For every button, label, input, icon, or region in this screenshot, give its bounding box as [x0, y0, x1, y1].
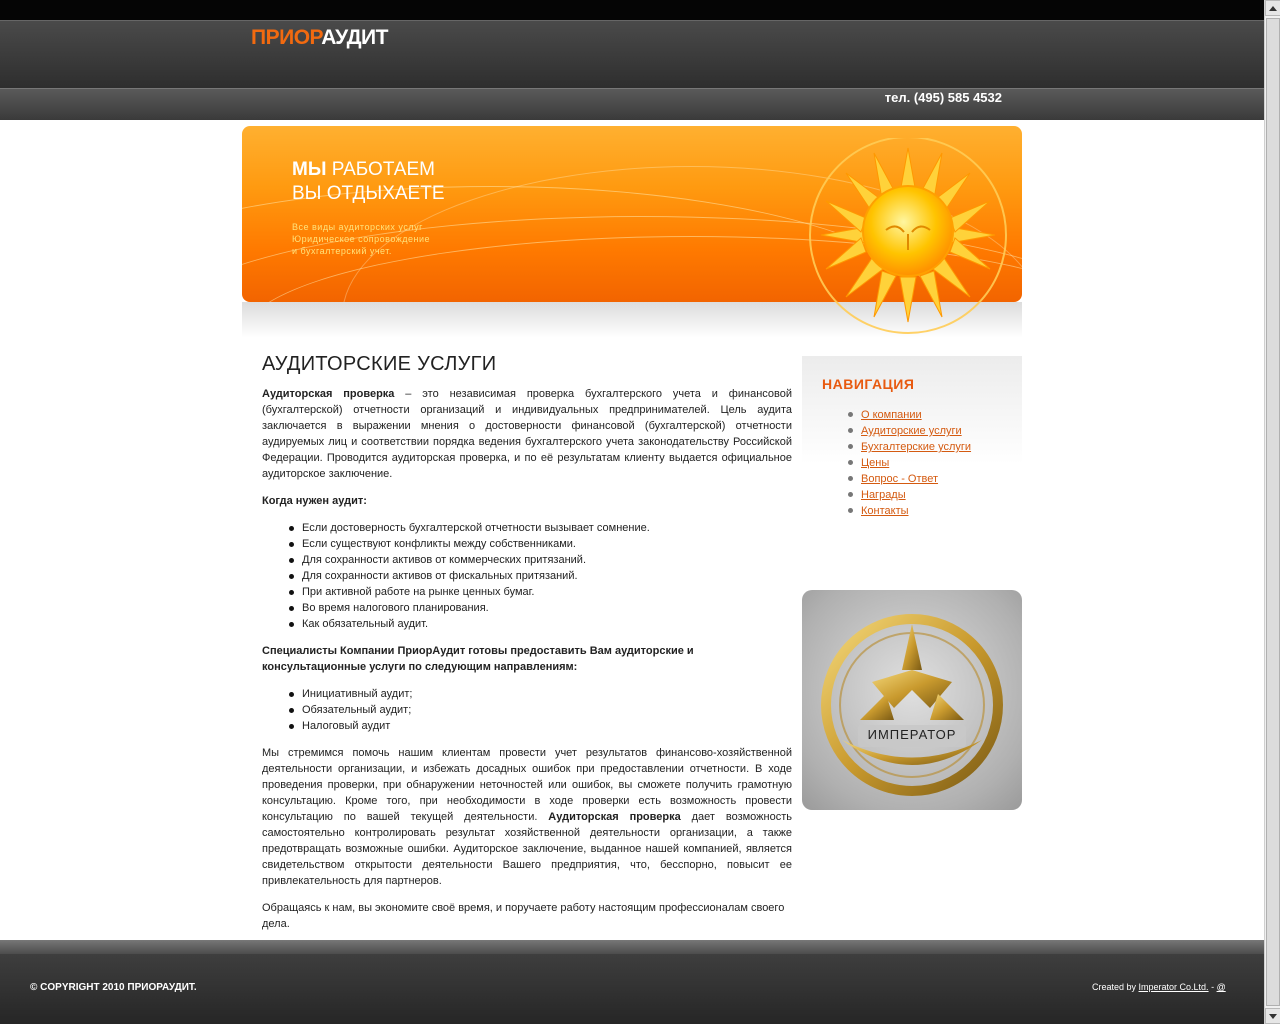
- when-list: [287, 520, 792, 632]
- imperator-emblem-icon: [802, 590, 1022, 810]
- nav-item-faq: [848, 471, 971, 487]
- imperator-banner[interactable]: [802, 590, 1022, 810]
- list-item: Налоговый аудит: [287, 718, 792, 734]
- header-bar: [0, 20, 1264, 88]
- email-link[interactable]: @: [1216, 982, 1226, 992]
- nav-link-audit[interactable]: Аудиторские услуги: [861, 425, 962, 437]
- page-title: АУДИТОРСКИЕ УСЛУГИ: [262, 353, 497, 375]
- when-heading: Когда нужен аудит:: [262, 495, 367, 507]
- list-item: Во время налогового планирования.: [287, 600, 792, 616]
- nav-item-audit: [848, 423, 971, 439]
- list-item: Для сохранности активов от фискальных притязаний.: [287, 568, 792, 584]
- scroll-down-arrow-icon[interactable]: [1265, 1008, 1280, 1024]
- specialists-heading: Специалисты Компании ПриорАудит готовы предоставить Вам аудиторские и консультационные услуги по следующим направлениям:: [262, 645, 694, 673]
- nav-link-awards[interactable]: Награды: [861, 489, 906, 501]
- list-item: Обязательный аудит;: [287, 702, 792, 718]
- directions-list: [287, 686, 792, 734]
- list-item: Инициативный аудит;: [287, 686, 792, 702]
- body-paragraph: Мы стремимся помочь нашим клиентам провести учет результатов финансово-хозяйственной деятельности организации, и избежать досадных ошибок при предоставлении отчетности. В ходе проведения проверки, при обнаружении неточностей или ошибок, вы сможете получить грамотную консультацию. Кроме того, при необходимости в ходе проверки есть возможность провести консультацию по вашей текущей деятельности. Аудиторская проверка дает возможность самостоятельно контролировать результат хозяйственной деятельности организации, а также предотвращать возможные ошибки. Аудиторское заключение, выданное нашей компанией, является свидетельством открытости деятельности Вашего предприятия, что, бесспорно, повысит ее привлекательность для партнеров.: [262, 747, 792, 887]
- main-content: [262, 352, 792, 943]
- site-logo[interactable]: [251, 26, 388, 50]
- nav-link-accounting[interactable]: Бухгалтерские услуги: [861, 441, 972, 453]
- footer-divider: [0, 940, 1264, 954]
- created-by: Created by Imperator Co.Ltd. - @: [1092, 982, 1226, 992]
- scroll-up-arrow-icon[interactable]: [1265, 0, 1280, 16]
- banner-title: МЫ РАБОТАЕМ ВЫ ОТДЫХАЕТЕ: [292, 159, 445, 204]
- scrollbar-thumb[interactable]: [1266, 18, 1280, 1006]
- vertical-scrollbar[interactable]: [1264, 0, 1280, 1024]
- nav-link-prices[interactable]: Цены: [861, 457, 890, 469]
- sun-icon: [808, 138, 1008, 338]
- list-item: Для сохранности активов от коммерческих притязаний.: [287, 552, 792, 568]
- imperator-link[interactable]: Imperator Co.Ltd.: [1138, 982, 1209, 992]
- nav-item-awards: [848, 487, 971, 503]
- logo-part-audit: АУДИТ: [321, 26, 388, 49]
- phone-number: тел. (495) 585 4532: [884, 90, 1002, 105]
- nav-link-contacts[interactable]: Контакты: [861, 505, 909, 517]
- nav-link-faq[interactable]: Вопрос - Ответ: [861, 473, 939, 485]
- intro-paragraph: Аудиторская проверка – это независимая проверка бухгалтерского учета и финансовой (бухгалтерской) отчетности организаций и индивидуальных предпринимателей. Цель аудита заключается в выражении мнения о достоверности финансовой (бухгалтерской) отчетности аудируемых лиц и соответствии порядка ведения бухгалтерского учета законодательству Российской Федерации. Проводится аудиторская проверка, и по её результатам клиенту выдается официальное аудиторское заключение.: [262, 388, 792, 480]
- nav-link-about[interactable]: О компании: [861, 409, 922, 421]
- logo-part-prior: ПРИОР: [251, 26, 322, 49]
- list-item: При активной работе на рынке ценных бумаг.: [287, 584, 792, 600]
- nav-item-contacts: [848, 503, 971, 519]
- top-strip: [0, 0, 1264, 20]
- copyright-text: © COPYRIGHT 2010 ПРИОРАУДИТ.: [30, 982, 197, 993]
- nav-item-about: [848, 407, 971, 423]
- navigation-list: [848, 407, 971, 519]
- banner-subtitle: Все виды аудиторских услуг Юридическое сопровождение и бухгалтерский учет.: [292, 222, 431, 256]
- imperator-logo-text: ИМПЕРАТОР: [867, 727, 957, 742]
- navigation-title: НАВИГАЦИЯ: [822, 376, 915, 392]
- list-item: Если существуют конфликты между собственниками.: [287, 536, 792, 552]
- list-item: Если достоверность бухгалтерской отчетности вызывает сомнение.: [287, 520, 792, 536]
- nav-item-prices: [848, 455, 971, 471]
- nav-item-accounting: [848, 439, 971, 455]
- list-item: Как обязательный аудит.: [287, 616, 792, 632]
- closing-paragraph: Обращаясь к нам, вы экономите своё время, и поручаете работу настоящим профессионалам своего дела.: [262, 902, 785, 930]
- navigation-panel: [802, 356, 1022, 536]
- subheader-bar: [0, 88, 1264, 120]
